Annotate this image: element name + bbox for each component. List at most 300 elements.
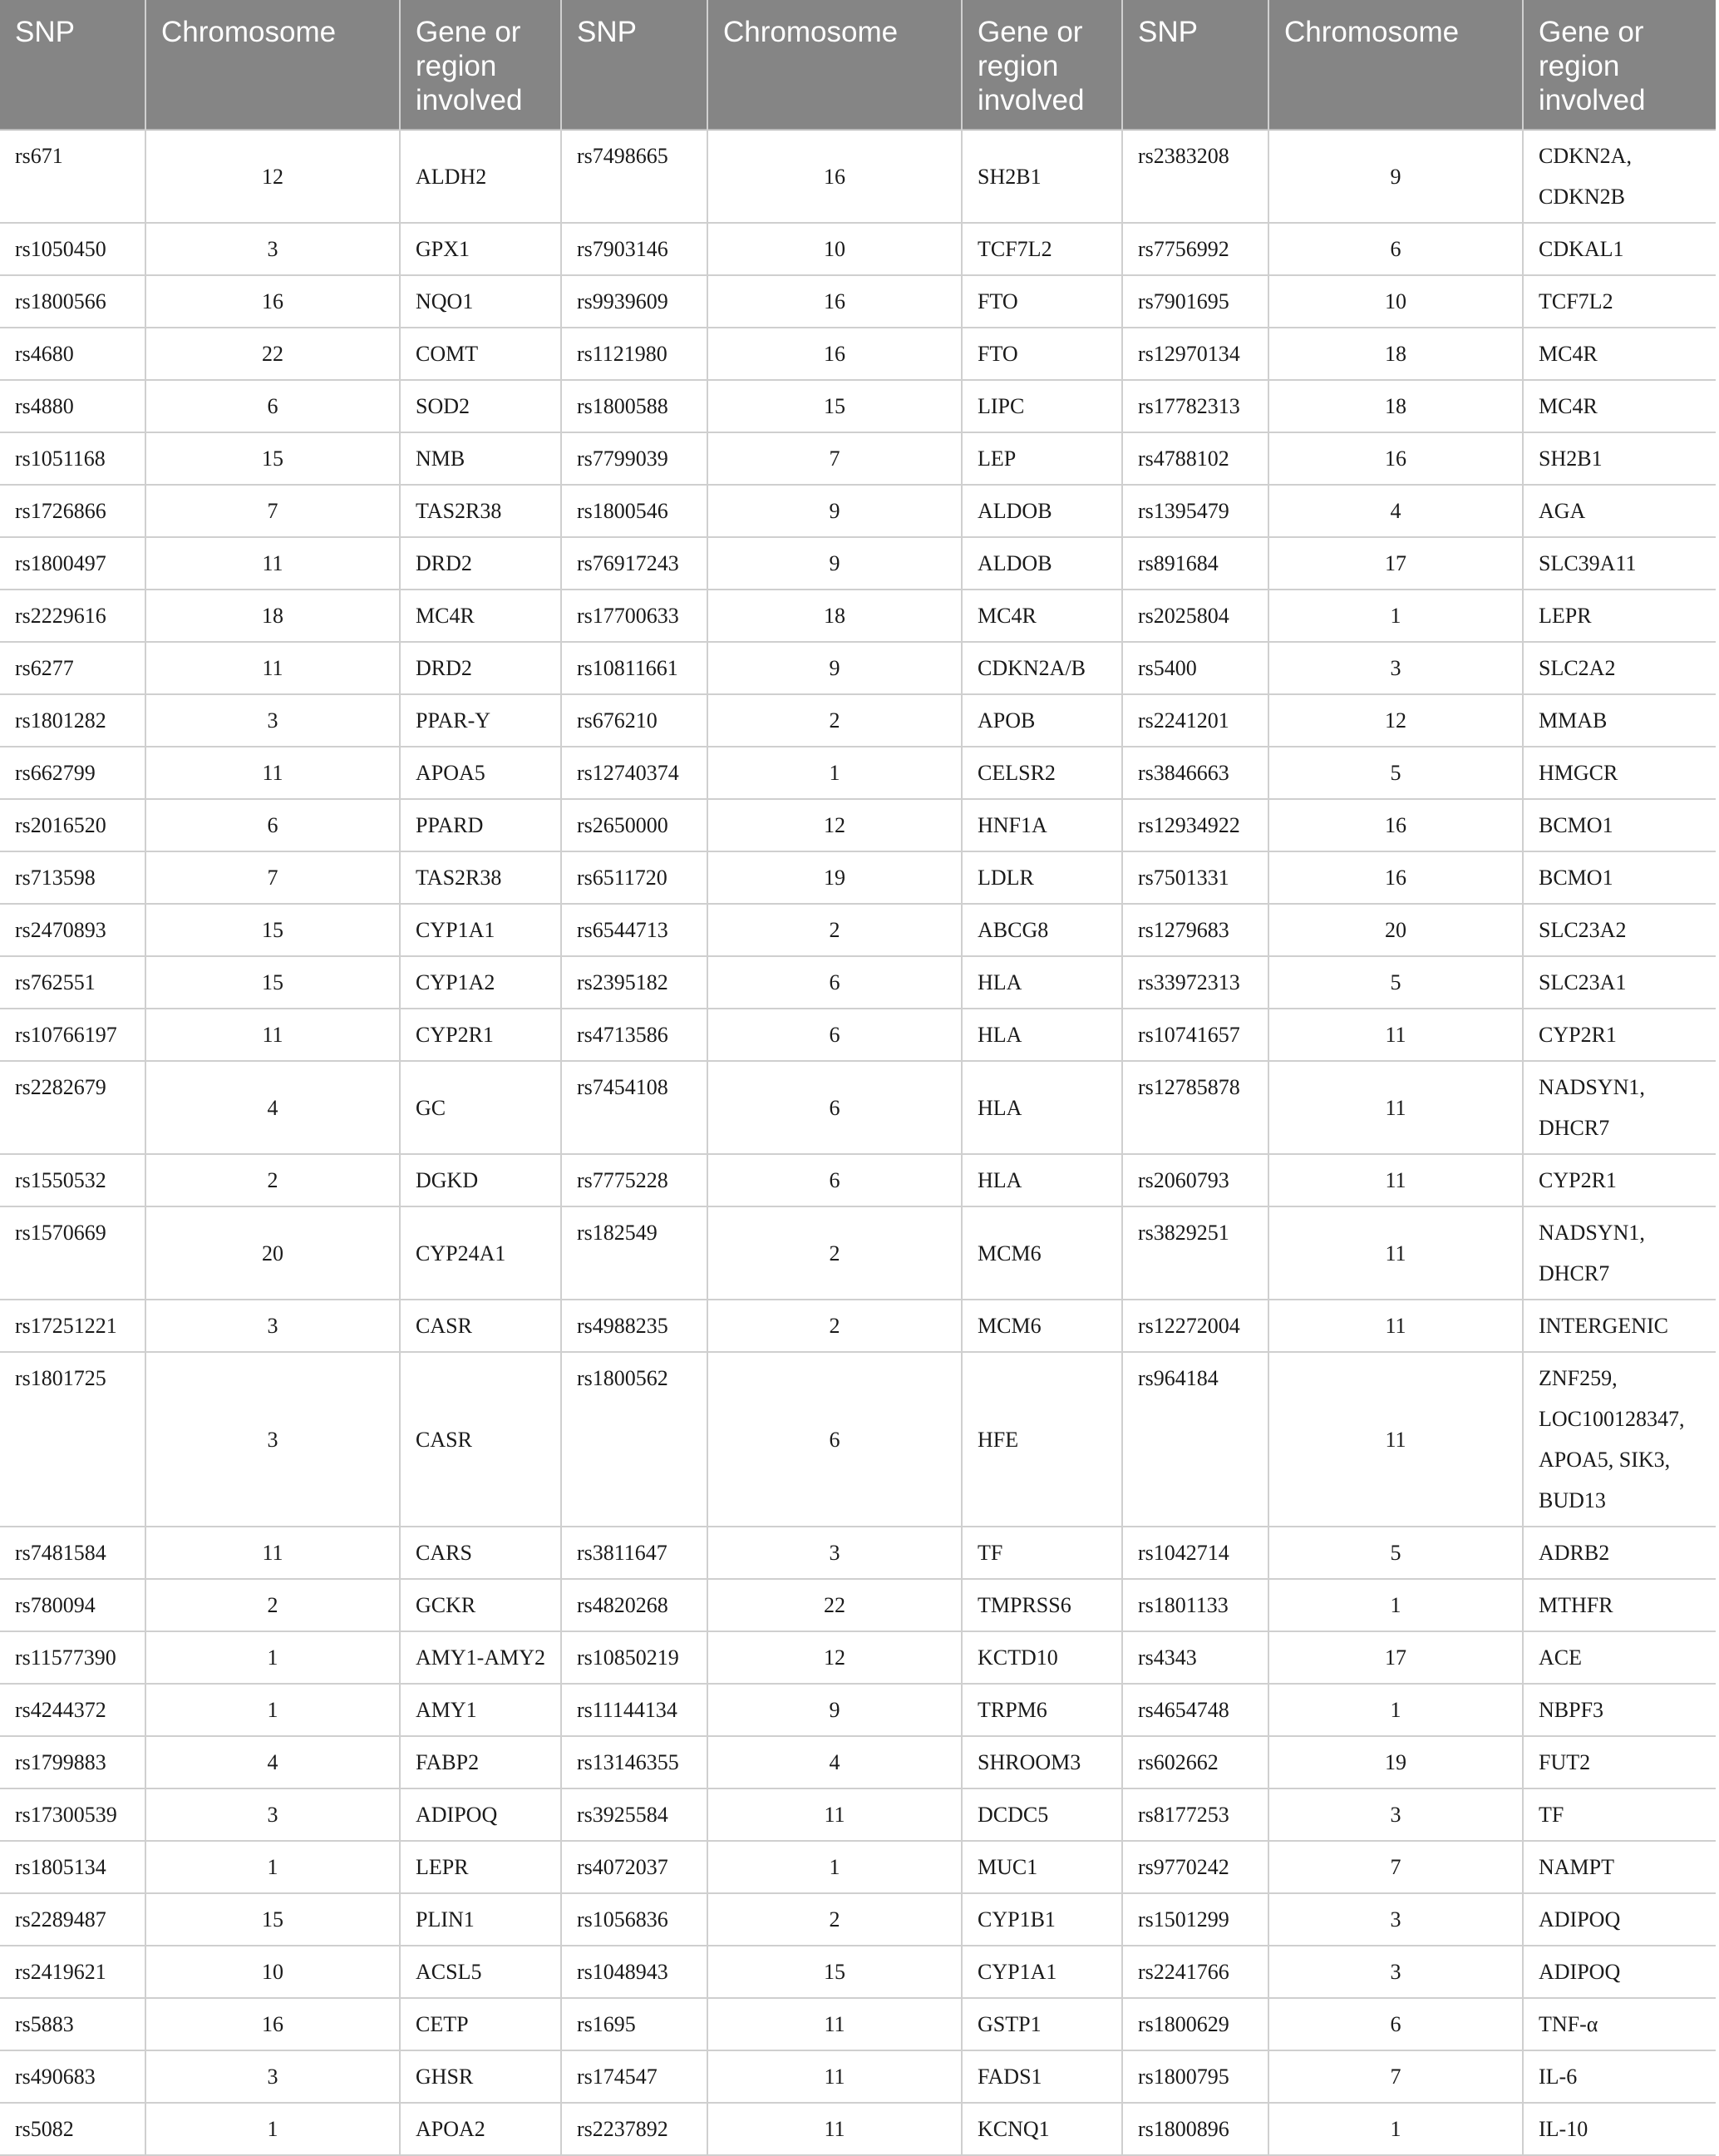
table-row xyxy=(0,432,1716,485)
cell-gene-3: ADIPOQ xyxy=(1523,1893,1716,1946)
cell-chromosome-3: 1 xyxy=(1268,2103,1523,2155)
cell-chromosome-3: 17 xyxy=(1268,1631,1523,1684)
cell-chromosome-3: 11 xyxy=(1268,1154,1523,1206)
cell-snp-3: rs964184 xyxy=(1122,1352,1268,1527)
cell-snp-1: rs2016520 xyxy=(0,799,145,851)
cell-chromosome-1: 1 xyxy=(145,1631,400,1684)
cell-chromosome-2: 4 xyxy=(707,1736,962,1788)
table-row xyxy=(0,1206,1716,1300)
cell-chromosome-3: 3 xyxy=(1268,1946,1523,1998)
cell-gene-3: IL-6 xyxy=(1523,2050,1716,2103)
header-row xyxy=(0,0,1716,130)
cell-snp-3: rs7756992 xyxy=(1122,223,1268,275)
cell-snp-1: rs10766197 xyxy=(0,1009,145,1061)
table-row xyxy=(0,1300,1716,1352)
cell-chromosome-2: 9 xyxy=(707,642,962,694)
cell-chromosome-1: 3 xyxy=(145,223,400,275)
cell-chromosome-1: 15 xyxy=(145,956,400,1009)
cell-gene-2: FTO xyxy=(962,328,1122,380)
cell-chromosome-2: 2 xyxy=(707,1206,962,1300)
table-row xyxy=(0,1736,1716,1788)
cell-chromosome-1: 1 xyxy=(145,1684,400,1736)
cell-chromosome-2: 2 xyxy=(707,1300,962,1352)
cell-chromosome-3: 11 xyxy=(1268,1206,1523,1300)
cell-chromosome-2: 12 xyxy=(707,1631,962,1684)
cell-gene-3: CDKN2A, CDKN2B xyxy=(1523,130,1716,223)
cell-chromosome-2: 9 xyxy=(707,1684,962,1736)
cell-chromosome-2: 22 xyxy=(707,1579,962,1631)
cell-gene-2: CELSR2 xyxy=(962,747,1122,799)
cell-snp-1: rs17251221 xyxy=(0,1300,145,1352)
cell-snp-1: rs1799883 xyxy=(0,1736,145,1788)
cell-snp-1: rs1726866 xyxy=(0,485,145,537)
cell-snp-2: rs6511720 xyxy=(561,851,707,904)
cell-snp-2: rs2395182 xyxy=(561,956,707,1009)
cell-gene-2: KCNQ1 xyxy=(962,2103,1122,2155)
cell-gene-1: AMY1 xyxy=(400,1684,561,1736)
cell-chromosome-3: 16 xyxy=(1268,851,1523,904)
cell-gene-2: HLA xyxy=(962,1154,1122,1206)
cell-snp-3: rs5400 xyxy=(1122,642,1268,694)
cell-gene-1: CETP xyxy=(400,1998,561,2050)
cell-chromosome-2: 6 xyxy=(707,1061,962,1154)
cell-chromosome-3: 20 xyxy=(1268,904,1523,956)
cell-chromosome-2: 7 xyxy=(707,432,962,485)
cell-snp-2: rs76917243 xyxy=(561,537,707,590)
cell-gene-3: INTERGENIC xyxy=(1523,1300,1716,1352)
cell-snp-2: rs676210 xyxy=(561,694,707,747)
table-row xyxy=(0,694,1716,747)
cell-snp-3: rs17782313 xyxy=(1122,380,1268,432)
table-row xyxy=(0,1893,1716,1946)
cell-snp-1: rs1570669 xyxy=(0,1206,145,1300)
cell-gene-1: LEPR xyxy=(400,1841,561,1893)
cell-chromosome-1: 3 xyxy=(145,694,400,747)
cell-snp-3: rs7501331 xyxy=(1122,851,1268,904)
cell-gene-1: FABP2 xyxy=(400,1736,561,1788)
cell-gene-2: TMPRSS6 xyxy=(962,1579,1122,1631)
cell-snp-1: rs1050450 xyxy=(0,223,145,275)
cell-snp-1: rs1550532 xyxy=(0,1154,145,1206)
header-gene-2: Gene or region involved xyxy=(962,0,1122,130)
cell-gene-1: GPX1 xyxy=(400,223,561,275)
cell-chromosome-3: 3 xyxy=(1268,1893,1523,1946)
cell-gene-3: ACE xyxy=(1523,1631,1716,1684)
cell-snp-2: rs174547 xyxy=(561,2050,707,2103)
cell-chromosome-1: 15 xyxy=(145,432,400,485)
header-gene-1: Gene or region involved xyxy=(400,0,561,130)
cell-gene-1: GCKR xyxy=(400,1579,561,1631)
cell-snp-1: rs1801725 xyxy=(0,1352,145,1527)
cell-gene-3: NADSYN1, DHCR7 xyxy=(1523,1061,1716,1154)
cell-chromosome-3: 11 xyxy=(1268,1009,1523,1061)
cell-snp-2: rs2237892 xyxy=(561,2103,707,2155)
table-row xyxy=(0,485,1716,537)
cell-chromosome-3: 1 xyxy=(1268,1684,1523,1736)
cell-chromosome-2: 11 xyxy=(707,2103,962,2155)
cell-snp-1: rs1805134 xyxy=(0,1841,145,1893)
cell-chromosome-1: 1 xyxy=(145,2103,400,2155)
cell-gene-3: MC4R xyxy=(1523,328,1716,380)
cell-snp-3: rs4654748 xyxy=(1122,1684,1268,1736)
cell-snp-3: rs8177253 xyxy=(1122,1788,1268,1841)
cell-snp-3: rs33972313 xyxy=(1122,956,1268,1009)
cell-snp-3: rs1800795 xyxy=(1122,2050,1268,2103)
table-row xyxy=(0,130,1716,223)
cell-chromosome-2: 15 xyxy=(707,380,962,432)
cell-gene-3: SLC23A2 xyxy=(1523,904,1716,956)
cell-snp-3: rs891684 xyxy=(1122,537,1268,590)
cell-chromosome-1: 11 xyxy=(145,1527,400,1579)
cell-snp-3: rs12970134 xyxy=(1122,328,1268,380)
cell-snp-3: rs2383208 xyxy=(1122,130,1268,223)
cell-snp-1: rs5883 xyxy=(0,1998,145,2050)
cell-gene-2: HNF1A xyxy=(962,799,1122,851)
cell-gene-1: PPARD xyxy=(400,799,561,851)
cell-gene-3: ADIPOQ xyxy=(1523,1946,1716,1998)
cell-gene-3: MTHFR xyxy=(1523,1579,1716,1631)
cell-snp-3: rs1042714 xyxy=(1122,1527,1268,1579)
cell-chromosome-3: 3 xyxy=(1268,642,1523,694)
cell-gene-2: TCF7L2 xyxy=(962,223,1122,275)
cell-snp-2: rs3925584 xyxy=(561,1788,707,1841)
cell-chromosome-1: 16 xyxy=(145,275,400,328)
cell-chromosome-1: 3 xyxy=(145,1300,400,1352)
cell-gene-2: KCTD10 xyxy=(962,1631,1122,1684)
cell-snp-2: rs6544713 xyxy=(561,904,707,956)
cell-snp-3: rs1801133 xyxy=(1122,1579,1268,1631)
cell-chromosome-3: 11 xyxy=(1268,1061,1523,1154)
cell-gene-3: BCMO1 xyxy=(1523,799,1716,851)
table-row xyxy=(0,380,1716,432)
cell-snp-2: rs3811647 xyxy=(561,1527,707,1579)
cell-snp-3: rs3846663 xyxy=(1122,747,1268,799)
cell-gene-2: TF xyxy=(962,1527,1122,1579)
table-body xyxy=(0,130,1716,2155)
cell-gene-3: MMAB xyxy=(1523,694,1716,747)
cell-snp-2: rs182549 xyxy=(561,1206,707,1300)
cell-chromosome-2: 6 xyxy=(707,956,962,1009)
cell-chromosome-2: 2 xyxy=(707,694,962,747)
table-row xyxy=(0,1579,1716,1631)
cell-snp-1: rs1801282 xyxy=(0,694,145,747)
cell-chromosome-2: 2 xyxy=(707,904,962,956)
cell-chromosome-1: 22 xyxy=(145,328,400,380)
header-chromosome-2: Chromosome xyxy=(707,0,962,130)
table-row xyxy=(0,328,1716,380)
cell-snp-1: rs662799 xyxy=(0,747,145,799)
header-snp-3: SNP xyxy=(1122,0,1268,130)
cell-snp-1: rs1800497 xyxy=(0,537,145,590)
table-row xyxy=(0,590,1716,642)
cell-snp-3: rs3829251 xyxy=(1122,1206,1268,1300)
cell-gene-1: DRD2 xyxy=(400,642,561,694)
cell-chromosome-3: 6 xyxy=(1268,223,1523,275)
table-row xyxy=(0,1946,1716,1998)
cell-gene-3: NAMPT xyxy=(1523,1841,1716,1893)
cell-gene-1: CASR xyxy=(400,1352,561,1527)
cell-gene-1: COMT xyxy=(400,328,561,380)
cell-snp-3: rs1395479 xyxy=(1122,485,1268,537)
cell-gene-2: MC4R xyxy=(962,590,1122,642)
cell-gene-2: ALDOB xyxy=(962,485,1122,537)
cell-chromosome-3: 1 xyxy=(1268,590,1523,642)
cell-chromosome-1: 16 xyxy=(145,1998,400,2050)
cell-snp-2: rs1800546 xyxy=(561,485,707,537)
cell-gene-1: APOA2 xyxy=(400,2103,561,2155)
cell-gene-2: LIPC xyxy=(962,380,1122,432)
table-header xyxy=(0,0,1716,130)
table-row xyxy=(0,2050,1716,2103)
cell-snp-2: rs10850219 xyxy=(561,1631,707,1684)
cell-gene-1: PPAR-Y xyxy=(400,694,561,747)
cell-gene-1: DRD2 xyxy=(400,537,561,590)
header-snp-1: SNP xyxy=(0,0,145,130)
cell-chromosome-1: 4 xyxy=(145,1061,400,1154)
cell-snp-2: rs7775228 xyxy=(561,1154,707,1206)
table-row xyxy=(0,747,1716,799)
cell-gene-1: ADIPOQ xyxy=(400,1788,561,1841)
cell-gene-3: TF xyxy=(1523,1788,1716,1841)
cell-chromosome-1: 1 xyxy=(145,1841,400,1893)
table-row xyxy=(0,1009,1716,1061)
cell-snp-1: rs4880 xyxy=(0,380,145,432)
cell-snp-2: rs1121980 xyxy=(561,328,707,380)
cell-gene-2: LDLR xyxy=(962,851,1122,904)
table-row xyxy=(0,1684,1716,1736)
cell-gene-3: SLC23A1 xyxy=(1523,956,1716,1009)
header-chromosome-1: Chromosome xyxy=(145,0,400,130)
cell-snp-3: rs1800896 xyxy=(1122,2103,1268,2155)
cell-chromosome-3: 17 xyxy=(1268,537,1523,590)
cell-chromosome-3: 3 xyxy=(1268,1788,1523,1841)
cell-snp-1: rs2470893 xyxy=(0,904,145,956)
cell-chromosome-3: 5 xyxy=(1268,1527,1523,1579)
cell-chromosome-1: 7 xyxy=(145,851,400,904)
cell-gene-1: CARS xyxy=(400,1527,561,1579)
table-row xyxy=(0,1841,1716,1893)
cell-chromosome-2: 6 xyxy=(707,1154,962,1206)
cell-snp-1: rs4244372 xyxy=(0,1684,145,1736)
cell-gene-2: MCM6 xyxy=(962,1300,1122,1352)
cell-gene-3: TNF-α xyxy=(1523,1998,1716,2050)
cell-snp-2: rs2650000 xyxy=(561,799,707,851)
cell-gene-3: AGA xyxy=(1523,485,1716,537)
cell-chromosome-2: 6 xyxy=(707,1352,962,1527)
header-chromosome-3: Chromosome xyxy=(1268,0,1523,130)
cell-gene-2: CDKN2A/B xyxy=(962,642,1122,694)
cell-snp-2: rs13146355 xyxy=(561,1736,707,1788)
cell-snp-2: rs1695 xyxy=(561,1998,707,2050)
cell-chromosome-2: 12 xyxy=(707,799,962,851)
cell-chromosome-1: 11 xyxy=(145,1009,400,1061)
cell-snp-2: rs12740374 xyxy=(561,747,707,799)
cell-gene-3: NADSYN1, DHCR7 xyxy=(1523,1206,1716,1300)
cell-snp-3: rs9770242 xyxy=(1122,1841,1268,1893)
cell-snp-3: rs1279683 xyxy=(1122,904,1268,956)
cell-gene-3: BCMO1 xyxy=(1523,851,1716,904)
cell-snp-3: rs602662 xyxy=(1122,1736,1268,1788)
cell-chromosome-3: 4 xyxy=(1268,485,1523,537)
cell-gene-1: DGKD xyxy=(400,1154,561,1206)
header-gene-3: Gene or region involved xyxy=(1523,0,1716,130)
cell-chromosome-1: 15 xyxy=(145,1893,400,1946)
cell-chromosome-1: 3 xyxy=(145,2050,400,2103)
cell-gene-3: NBPF3 xyxy=(1523,1684,1716,1736)
cell-snp-3: rs12934922 xyxy=(1122,799,1268,851)
cell-chromosome-2: 9 xyxy=(707,537,962,590)
cell-chromosome-2: 11 xyxy=(707,1788,962,1841)
cell-chromosome-1: 6 xyxy=(145,799,400,851)
cell-snp-2: rs7903146 xyxy=(561,223,707,275)
cell-snp-2: rs7498665 xyxy=(561,130,707,223)
cell-snp-2: rs1056836 xyxy=(561,1893,707,1946)
cell-chromosome-2: 10 xyxy=(707,223,962,275)
cell-chromosome-3: 19 xyxy=(1268,1736,1523,1788)
cell-gene-3: SH2B1 xyxy=(1523,432,1716,485)
cell-chromosome-1: 11 xyxy=(145,537,400,590)
cell-chromosome-2: 1 xyxy=(707,1841,962,1893)
cell-chromosome-2: 3 xyxy=(707,1527,962,1579)
cell-snp-3: rs2241201 xyxy=(1122,694,1268,747)
cell-snp-2: rs11144134 xyxy=(561,1684,707,1736)
cell-gene-3: ZNF259, LOC100128347, APOA5, SIK3, BUD13 xyxy=(1523,1352,1716,1527)
cell-gene-2: SHROOM3 xyxy=(962,1736,1122,1788)
table-row xyxy=(0,799,1716,851)
cell-snp-2: rs4988235 xyxy=(561,1300,707,1352)
cell-gene-2: ABCG8 xyxy=(962,904,1122,956)
cell-snp-2: rs4072037 xyxy=(561,1841,707,1893)
cell-gene-1: AMY1-AMY2 xyxy=(400,1631,561,1684)
cell-snp-3: rs12272004 xyxy=(1122,1300,1268,1352)
cell-snp-2: rs1800588 xyxy=(561,380,707,432)
cell-snp-1: rs2419621 xyxy=(0,1946,145,1998)
cell-snp-1: rs1800566 xyxy=(0,275,145,328)
cell-snp-1: rs7481584 xyxy=(0,1527,145,1579)
cell-gene-3: LEPR xyxy=(1523,590,1716,642)
cell-snp-1: rs6277 xyxy=(0,642,145,694)
cell-chromosome-1: 4 xyxy=(145,1736,400,1788)
cell-chromosome-1: 10 xyxy=(145,1946,400,1998)
cell-chromosome-1: 15 xyxy=(145,904,400,956)
cell-snp-1: rs17300539 xyxy=(0,1788,145,1841)
table-row xyxy=(0,275,1716,328)
cell-snp-3: rs2025804 xyxy=(1122,590,1268,642)
cell-gene-2: HFE xyxy=(962,1352,1122,1527)
cell-chromosome-2: 16 xyxy=(707,275,962,328)
cell-snp-2: rs17700633 xyxy=(561,590,707,642)
cell-chromosome-3: 18 xyxy=(1268,380,1523,432)
cell-chromosome-2: 6 xyxy=(707,1009,962,1061)
cell-gene-3: SLC39A11 xyxy=(1523,537,1716,590)
header-snp-2: SNP xyxy=(561,0,707,130)
cell-chromosome-1: 11 xyxy=(145,642,400,694)
cell-snp-3: rs7901695 xyxy=(1122,275,1268,328)
cell-chromosome-2: 19 xyxy=(707,851,962,904)
table-row xyxy=(0,537,1716,590)
cell-snp-3: rs4343 xyxy=(1122,1631,1268,1684)
cell-gene-2: HLA xyxy=(962,1061,1122,1154)
cell-gene-3: CYP2R1 xyxy=(1523,1009,1716,1061)
cell-gene-2: DCDC5 xyxy=(962,1788,1122,1841)
cell-gene-2: FADS1 xyxy=(962,2050,1122,2103)
cell-snp-2: rs1048943 xyxy=(561,1946,707,1998)
cell-chromosome-3: 1 xyxy=(1268,1579,1523,1631)
cell-snp-3: rs10741657 xyxy=(1122,1009,1268,1061)
cell-chromosome-3: 18 xyxy=(1268,328,1523,380)
table-row xyxy=(0,1998,1716,2050)
cell-gene-3: TCF7L2 xyxy=(1523,275,1716,328)
cell-snp-1: rs780094 xyxy=(0,1579,145,1631)
table-row xyxy=(0,642,1716,694)
cell-snp-1: rs11577390 xyxy=(0,1631,145,1684)
cell-gene-1: GC xyxy=(400,1061,561,1154)
cell-chromosome-1: 6 xyxy=(145,380,400,432)
cell-snp-3: rs1800629 xyxy=(1122,1998,1268,2050)
cell-chromosome-2: 9 xyxy=(707,485,962,537)
cell-gene-2: ALDOB xyxy=(962,537,1122,590)
cell-gene-2: SH2B1 xyxy=(962,130,1122,223)
cell-snp-1: rs713598 xyxy=(0,851,145,904)
cell-chromosome-2: 2 xyxy=(707,1893,962,1946)
cell-snp-3: rs4788102 xyxy=(1122,432,1268,485)
table-row xyxy=(0,2103,1716,2155)
cell-gene-2: LEP xyxy=(962,432,1122,485)
cell-gene-3: IL-10 xyxy=(1523,2103,1716,2155)
table-row xyxy=(0,1352,1716,1527)
cell-gene-3: SLC2A2 xyxy=(1523,642,1716,694)
cell-snp-1: rs2282679 xyxy=(0,1061,145,1154)
cell-snp-1: rs671 xyxy=(0,130,145,223)
cell-chromosome-2: 15 xyxy=(707,1946,962,1998)
cell-gene-2: FTO xyxy=(962,275,1122,328)
cell-snp-1: rs5082 xyxy=(0,2103,145,2155)
cell-snp-1: rs490683 xyxy=(0,2050,145,2103)
cell-chromosome-3: 6 xyxy=(1268,1998,1523,2050)
cell-snp-2: rs10811661 xyxy=(561,642,707,694)
cell-snp-2: rs4713586 xyxy=(561,1009,707,1061)
cell-gene-1: GHSR xyxy=(400,2050,561,2103)
cell-chromosome-3: 5 xyxy=(1268,747,1523,799)
cell-snp-2: rs7799039 xyxy=(561,432,707,485)
cell-chromosome-1: 11 xyxy=(145,747,400,799)
cell-snp-3: rs2241766 xyxy=(1122,1946,1268,1998)
cell-chromosome-2: 1 xyxy=(707,747,962,799)
cell-gene-2: MUC1 xyxy=(962,1841,1122,1893)
table-row xyxy=(0,1154,1716,1206)
table-row xyxy=(0,1061,1716,1154)
cell-gene-2: CYP1B1 xyxy=(962,1893,1122,1946)
cell-gene-1: NQO1 xyxy=(400,275,561,328)
cell-gene-1: ALDH2 xyxy=(400,130,561,223)
cell-snp-2: rs9939609 xyxy=(561,275,707,328)
cell-chromosome-2: 16 xyxy=(707,130,962,223)
cell-chromosome-3: 16 xyxy=(1268,799,1523,851)
cell-snp-3: rs12785878 xyxy=(1122,1061,1268,1154)
cell-gene-3: FUT2 xyxy=(1523,1736,1716,1788)
cell-chromosome-1: 3 xyxy=(145,1352,400,1527)
cell-gene-1: CYP1A1 xyxy=(400,904,561,956)
cell-snp-1: rs2289487 xyxy=(0,1893,145,1946)
cell-chromosome-1: 20 xyxy=(145,1206,400,1300)
cell-snp-3: rs1501299 xyxy=(1122,1893,1268,1946)
cell-gene-2: HLA xyxy=(962,1009,1122,1061)
table-row xyxy=(0,223,1716,275)
cell-chromosome-3: 11 xyxy=(1268,1352,1523,1527)
cell-gene-1: CYP2R1 xyxy=(400,1009,561,1061)
cell-gene-3: CDKAL1 xyxy=(1523,223,1716,275)
cell-gene-1: TAS2R38 xyxy=(400,851,561,904)
